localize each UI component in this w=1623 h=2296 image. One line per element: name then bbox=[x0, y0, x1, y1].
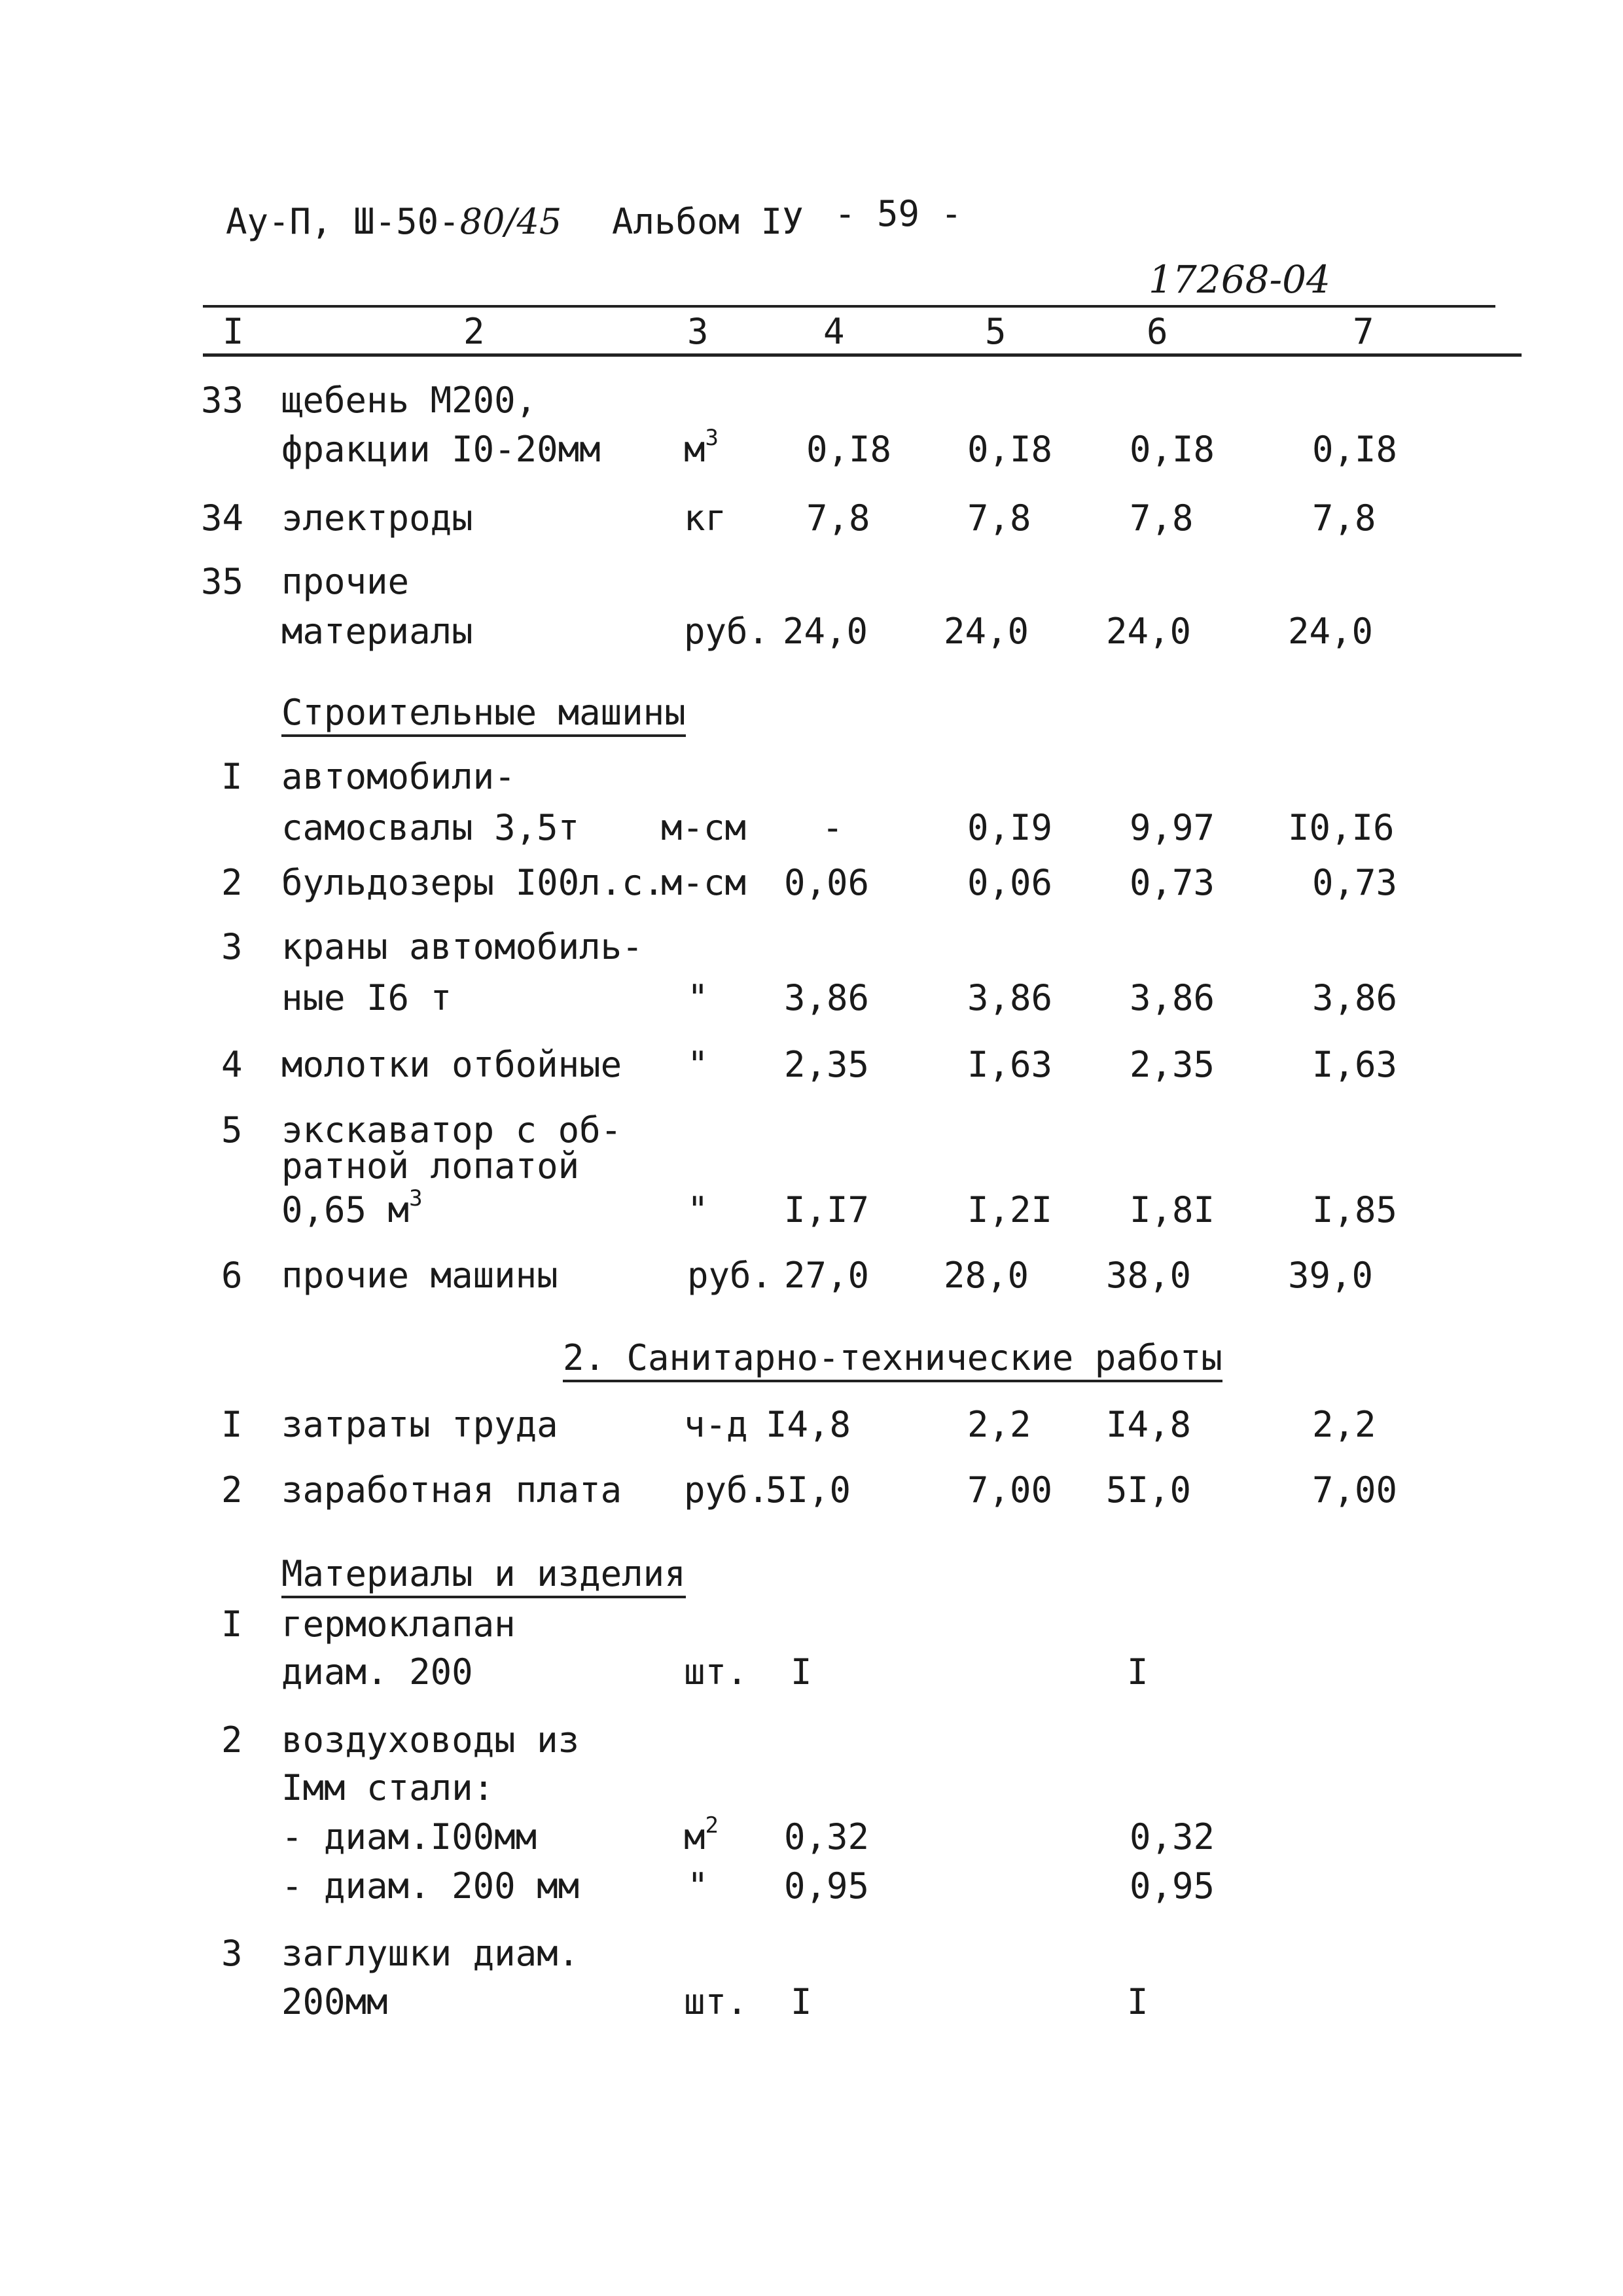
row-number: I bbox=[221, 756, 243, 797]
unit-superscript: 3 bbox=[409, 1185, 423, 1211]
unit: м-см bbox=[661, 807, 747, 848]
album-label: Альбом ІУ bbox=[612, 201, 804, 242]
item-name: заработная плата bbox=[281, 1469, 622, 1511]
section-title-machines: Строительные машины bbox=[281, 695, 686, 737]
item-name: заглушки диам. bbox=[281, 1933, 580, 1974]
value-col6: 2,35 bbox=[1130, 1044, 1215, 1085]
value-col5: I,63 bbox=[967, 1044, 1053, 1085]
row-number: 33 bbox=[201, 380, 244, 421]
value-col7: 0,I8 bbox=[1312, 429, 1398, 470]
value-col5: 0,I9 bbox=[967, 807, 1053, 848]
section-title-materials: Материалы и изделия bbox=[281, 1556, 686, 1598]
value-col7: 2,2 bbox=[1312, 1404, 1376, 1445]
unit: руб. bbox=[687, 1255, 773, 1296]
item-name: прочие bbox=[281, 561, 410, 602]
value-col4: - bbox=[822, 807, 844, 848]
unit-superscript: 2 bbox=[705, 1812, 719, 1839]
row-number: 34 bbox=[201, 497, 244, 539]
item-name: автомобили- bbox=[281, 756, 516, 797]
value-col5: 7,00 bbox=[967, 1469, 1053, 1511]
value-col7: I0,I6 bbox=[1288, 807, 1395, 848]
value-col7: 3,86 bbox=[1312, 977, 1398, 1018]
row-number: 4 bbox=[221, 1044, 243, 1085]
unit-superscript: 3 bbox=[705, 425, 719, 451]
unit-text: м bbox=[684, 429, 705, 470]
value-col7: I,85 bbox=[1312, 1189, 1398, 1230]
value-col4: 0,32 bbox=[784, 1816, 870, 1857]
page-number: - 59 - bbox=[834, 193, 963, 234]
row-number: 2 bbox=[221, 862, 243, 903]
value-col6: 9,97 bbox=[1130, 807, 1215, 848]
unit: шт. bbox=[684, 1651, 748, 1693]
value-col6: I,8I bbox=[1130, 1189, 1215, 1230]
column-number-5: 5 bbox=[985, 311, 1007, 352]
value-col4: 5I,0 bbox=[766, 1469, 851, 1511]
value-col6: 7,8 bbox=[1130, 497, 1194, 539]
value-col7: 39,0 bbox=[1288, 1255, 1374, 1296]
column-number-2: 2 bbox=[463, 311, 485, 352]
value-col6: I bbox=[1127, 1981, 1149, 2022]
value-col5: I,2I bbox=[967, 1189, 1053, 1230]
value-col5: 0,06 bbox=[967, 862, 1053, 903]
column-number-1: I bbox=[223, 311, 244, 352]
value-col6: 24,0 bbox=[1106, 611, 1192, 652]
value-col6: 5I,0 bbox=[1106, 1469, 1192, 1511]
series-code: Ау-П, Ш-50- bbox=[226, 201, 460, 242]
value-col4: 0,06 bbox=[784, 862, 870, 903]
value-col4: I bbox=[791, 1981, 812, 2022]
value-col5: 0,I8 bbox=[967, 429, 1053, 470]
item-name bbox=[281, 1185, 423, 1230]
unit-ditto: " bbox=[687, 1044, 709, 1085]
value-col4: 3,86 bbox=[784, 977, 870, 1018]
document-number: 17268-04 bbox=[1149, 257, 1330, 302]
value-col6: I4,8 bbox=[1106, 1404, 1192, 1445]
item-name: гермоклапан bbox=[281, 1604, 516, 1645]
item-name: краны автомобиль- bbox=[281, 926, 643, 967]
row-number: I bbox=[221, 1604, 243, 1645]
column-number-7: 7 bbox=[1353, 311, 1374, 352]
value-col4: I bbox=[791, 1651, 812, 1693]
unit: кг bbox=[684, 497, 727, 539]
row-number: 2 bbox=[221, 1719, 243, 1761]
unit: ч-д bbox=[684, 1404, 748, 1445]
value-col7: 7,00 bbox=[1312, 1469, 1398, 1511]
item-name: щебень М200, bbox=[281, 380, 537, 421]
item-name: - диам.I00мм bbox=[281, 1816, 537, 1857]
unit-ditto: " bbox=[687, 1865, 709, 1907]
series-code-handwritten: 80/45 bbox=[459, 201, 562, 242]
row-number: 2 bbox=[221, 1469, 243, 1511]
value-col4: 7,8 bbox=[806, 497, 870, 539]
value-col5: 24,0 bbox=[944, 611, 1029, 652]
value-col5: 7,8 bbox=[967, 497, 1031, 539]
value-col4: I,I7 bbox=[784, 1189, 870, 1230]
value-col6: 3,86 bbox=[1130, 977, 1215, 1018]
unit: руб. bbox=[684, 1469, 770, 1511]
unit-ditto: " bbox=[687, 1189, 709, 1230]
value-col6: 0,95 bbox=[1130, 1865, 1215, 1907]
unit: м-см bbox=[661, 862, 747, 903]
value-col6: 0,32 bbox=[1130, 1816, 1215, 1857]
value-col5: 28,0 bbox=[944, 1255, 1029, 1296]
value-col7: I,63 bbox=[1312, 1044, 1398, 1085]
item-name: фракции I0-20мм bbox=[281, 429, 601, 470]
value-col4: 0,I8 bbox=[806, 429, 892, 470]
item-name: бульдозеры I00л.с. bbox=[281, 862, 665, 903]
column-number-6: 6 bbox=[1147, 311, 1168, 352]
unit-ditto: " bbox=[687, 977, 709, 1018]
item-name: материалы bbox=[281, 611, 473, 652]
value-col4: 0,95 bbox=[784, 1865, 870, 1907]
item-name: ные I6 т bbox=[281, 977, 452, 1018]
row-number: 35 bbox=[201, 561, 244, 602]
row-number: 6 bbox=[221, 1255, 243, 1296]
item-name: 200мм bbox=[281, 1981, 388, 2022]
section-title-sanitary: 2. Санитарно-технические работы bbox=[563, 1340, 1222, 1382]
unit bbox=[684, 425, 719, 470]
item-name: ратной лопатой bbox=[281, 1145, 580, 1187]
value-col6: 0,I8 bbox=[1130, 429, 1215, 470]
value-col6: 38,0 bbox=[1106, 1255, 1192, 1296]
value-col4: I4,8 bbox=[766, 1404, 851, 1445]
item-name: молотки отбойные bbox=[281, 1044, 622, 1085]
item-name: самосвалы 3,5т bbox=[281, 807, 580, 848]
item-name: - диам. 200 мм bbox=[281, 1865, 580, 1907]
item-name: диам. 200 bbox=[281, 1651, 473, 1693]
item-name: экскаватор с об- bbox=[281, 1109, 622, 1151]
value-col5: 3,86 bbox=[967, 977, 1053, 1018]
item-name: воздуховоды из bbox=[281, 1719, 580, 1761]
row-number: 3 bbox=[221, 1933, 243, 1974]
unit bbox=[684, 1812, 719, 1857]
header-series bbox=[226, 201, 562, 242]
item-name-text: 0,65 м bbox=[281, 1189, 410, 1230]
item-name: затраты труда bbox=[281, 1404, 558, 1445]
unit: шт. bbox=[684, 1981, 748, 2022]
column-number-4: 4 bbox=[823, 311, 845, 352]
value-col5: 2,2 bbox=[967, 1404, 1031, 1445]
item-name: Iмм стали: bbox=[281, 1767, 495, 1808]
value-col7: 24,0 bbox=[1288, 611, 1374, 652]
row-number: I bbox=[221, 1404, 243, 1445]
unit: руб. bbox=[684, 611, 770, 652]
value-col6: 0,73 bbox=[1130, 862, 1215, 903]
row-number: 5 bbox=[221, 1109, 243, 1151]
value-col4: 24,0 bbox=[783, 611, 868, 652]
header-top-rule bbox=[203, 305, 1495, 308]
header-bottom-rule bbox=[203, 353, 1522, 357]
unit-text: м bbox=[684, 1816, 705, 1857]
value-col4: 2,35 bbox=[784, 1044, 870, 1085]
value-col6: I bbox=[1127, 1651, 1149, 1693]
item-name: электроды bbox=[281, 497, 473, 539]
column-number-3: 3 bbox=[687, 311, 709, 352]
item-name: прочие машины bbox=[281, 1255, 558, 1296]
row-number: 3 bbox=[221, 926, 243, 967]
value-col7: 7,8 bbox=[1312, 497, 1376, 539]
value-col4: 27,0 bbox=[784, 1255, 870, 1296]
value-col7: 0,73 bbox=[1312, 862, 1398, 903]
